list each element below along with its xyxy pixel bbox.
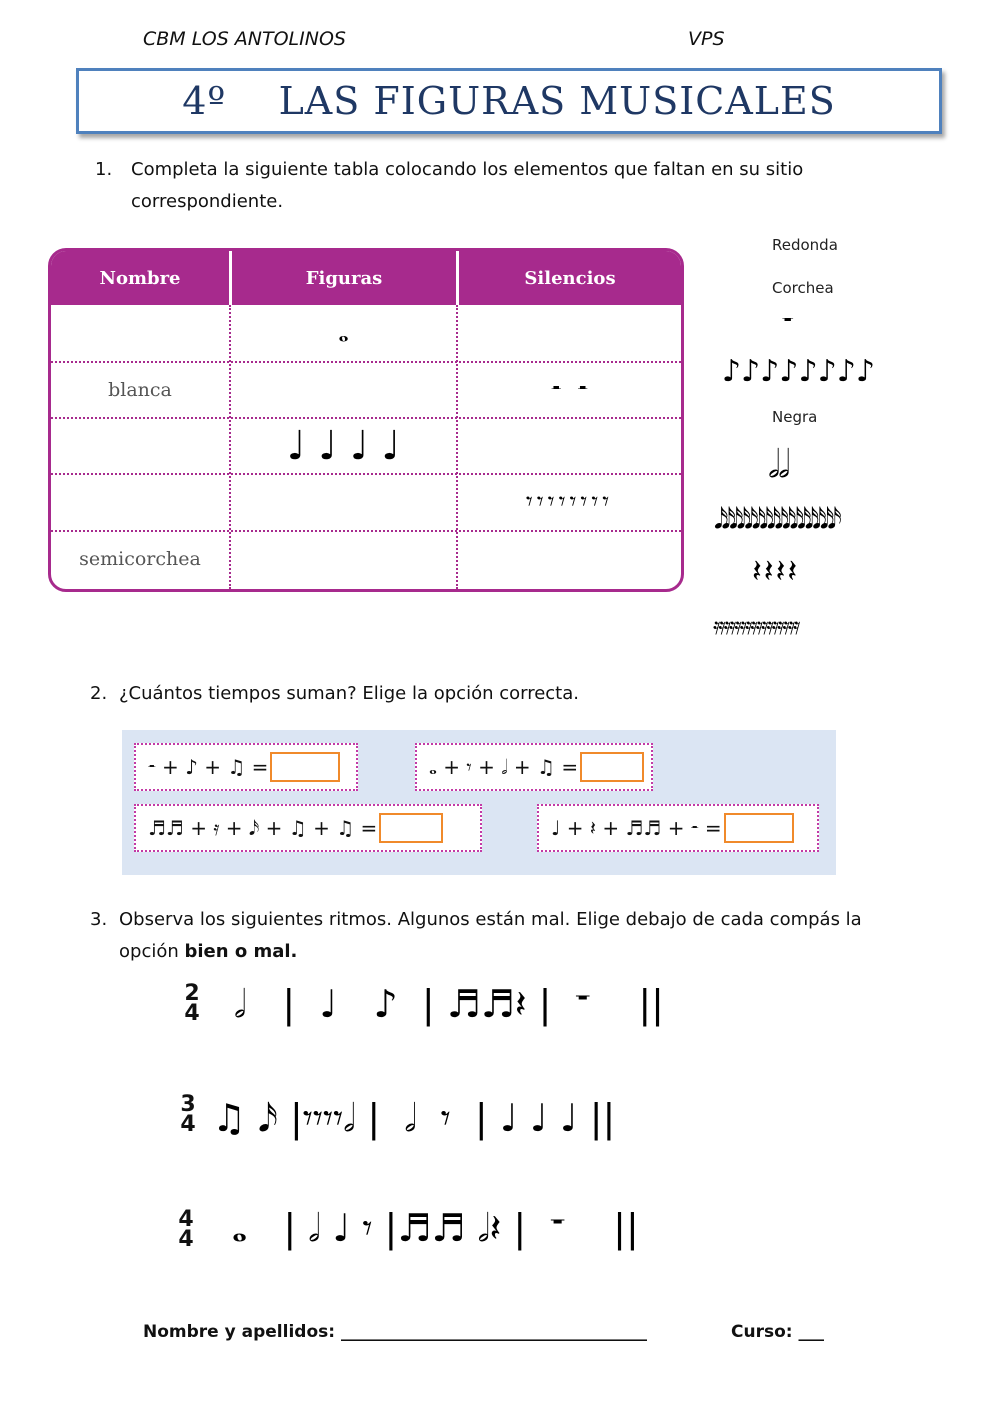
- time-signature-3: [174, 1207, 198, 1252]
- q2-text: ¿Cuántos tiempos suman? Elige la opción correcta.: [119, 683, 579, 704]
- option-redonda[interactable]: Redonda: [772, 236, 838, 254]
- option-corchea[interactable]: Corchea: [772, 279, 834, 297]
- answer-box-2[interactable]: [580, 752, 644, 782]
- option-negra[interactable]: Negra: [772, 408, 818, 426]
- q1-number: 1.: [95, 159, 113, 180]
- time-signature-1: [180, 981, 204, 1026]
- q2-number: 2.: [90, 683, 108, 704]
- equation-1: [134, 743, 358, 791]
- time-signature-2: [176, 1092, 200, 1137]
- answer-box-3[interactable]: [379, 813, 443, 843]
- rhythm-1: 𝅗𝅥 | ♩ ♪ | ♬♬𝄽 | 𝄻 ||: [234, 982, 664, 1026]
- option-eighth-notes[interactable]: ♪♪♪♪♪♪♪♪: [722, 354, 876, 389]
- q3-text-bold: bien o mal: [184, 941, 291, 962]
- time-signature-2-top: 3: [180, 1092, 196, 1117]
- option-sixteenth-rests[interactable]: 𝄿𝄿𝄿𝄿𝄿𝄿𝄿𝄿𝄿𝄿𝄿𝄿𝄿𝄿𝄿𝄿: [713, 612, 799, 640]
- equation-4: [537, 804, 819, 852]
- table-cell-name[interactable]: [51, 419, 229, 473]
- col-header-silencios: Silencios: [524, 267, 616, 289]
- course-field[interactable]: Curso: ___: [731, 1322, 824, 1342]
- equation-2: [415, 743, 653, 791]
- table-cell-name[interactable]: [51, 475, 229, 530]
- rhythm-2: ♫ 𝅘𝅥𝅯 |𝄾𝄾𝄾𝄾𝅗𝅥 | 𝅗𝅥 𝄾 | ♩ ♩ ♩ ||: [212, 1096, 616, 1140]
- table-cell-figure: ♩ ♩ ♩ ♩: [286, 423, 401, 469]
- table-cell-name: semicorchea: [79, 548, 201, 570]
- page-title: 4º LAS FIGURAS MUSICALES: [182, 79, 836, 123]
- option-half-notes[interactable]: 𝅗𝅥𝅗𝅥: [768, 442, 789, 486]
- table-cell-figure[interactable]: [231, 532, 456, 586]
- table-cell-figure[interactable]: [231, 475, 456, 530]
- equation-1-expression: 𝄼 + ♪ + ♫ =: [148, 755, 269, 779]
- q2-exercise-panel: [122, 730, 836, 875]
- title-box: [76, 68, 942, 134]
- time-signature-1-bottom: 4: [184, 1001, 200, 1026]
- time-signature-3-bottom: 4: [178, 1227, 194, 1252]
- table-cell-rest: 𝄼 𝄼: [551, 374, 588, 405]
- time-signature-3-top: 4: [178, 1207, 194, 1232]
- table-header: [51, 251, 681, 305]
- q3-text-main: Observa los siguientes ritmos. Algunos están mal. Elige debajo de cada compás la opción: [119, 909, 862, 962]
- time-signature-1-top: 2: [184, 981, 200, 1006]
- equation-4-expression: ♩ + 𝄽 + ♬♬ + 𝄼 =: [551, 816, 722, 840]
- col-header-figuras: Figuras: [305, 267, 383, 289]
- q3-text: [119, 904, 879, 968]
- option-whole-rest[interactable]: 𝄻: [782, 308, 792, 343]
- equation-3-expression: ♬♬ + 𝄿 + 𝅘𝅥𝅯 + ♫ + ♫ =: [148, 816, 378, 840]
- q1-text: Completa la siguiente tabla colocando los elementos que faltan en su sitio correspondiente.: [131, 159, 804, 212]
- col-header-nombre: Nombre: [99, 267, 181, 289]
- answer-box-4[interactable]: [724, 813, 794, 843]
- figures-table: [48, 248, 684, 592]
- q3-text-end: .: [290, 941, 298, 962]
- school-header: CBM LOS ANTOLINOS: [143, 28, 346, 50]
- table-cell-rest[interactable]: [458, 419, 681, 473]
- equation-2-expression: 𝅝 + 𝄾 + 𝅗𝅥 + ♫ =: [429, 755, 579, 779]
- equation-3: [134, 804, 482, 852]
- table-cell-rest[interactable]: [458, 305, 681, 361]
- student-name-field[interactable]: Nombre y apellidos: ____________________________________: [143, 1322, 647, 1342]
- option-sixteenth-notes[interactable]: 𝅘𝅥𝅯𝅘𝅥𝅯𝅘𝅥𝅯𝅘𝅥𝅯𝅘𝅥𝅯𝅘𝅥𝅯𝅘𝅥𝅯𝅘𝅥𝅯𝅘𝅥𝅯𝅘𝅥𝅯𝅘𝅥𝅯𝅘𝅥𝅯𝅘𝅥𝅯𝅘𝅥𝅯𝅘𝅥𝅯𝅘𝅥𝅯: [714, 502, 835, 535]
- table-cell-rest[interactable]: [458, 532, 681, 586]
- answer-box-1[interactable]: [270, 752, 340, 782]
- teacher-initials: VPS: [688, 28, 725, 50]
- q3-number: 3.: [90, 909, 108, 930]
- rhythm-3: 𝅝 | 𝅗𝅥 ♩ 𝄾 |♬♬ 𝅗𝅥𝄽 | 𝄻 ||: [232, 1206, 639, 1250]
- time-signature-2-bottom: 4: [180, 1112, 196, 1137]
- table-cell-figure: 𝅝: [338, 317, 349, 348]
- option-quarter-rests[interactable]: 𝄽𝄽𝄽𝄽: [752, 552, 800, 590]
- table-cell-name: blanca: [108, 379, 172, 401]
- table-cell-figure[interactable]: [231, 363, 456, 417]
- table-cell-name[interactable]: [51, 305, 229, 361]
- table-cell-rest: 𝄾𝄾𝄾𝄾𝄾𝄾𝄾𝄾: [525, 487, 614, 517]
